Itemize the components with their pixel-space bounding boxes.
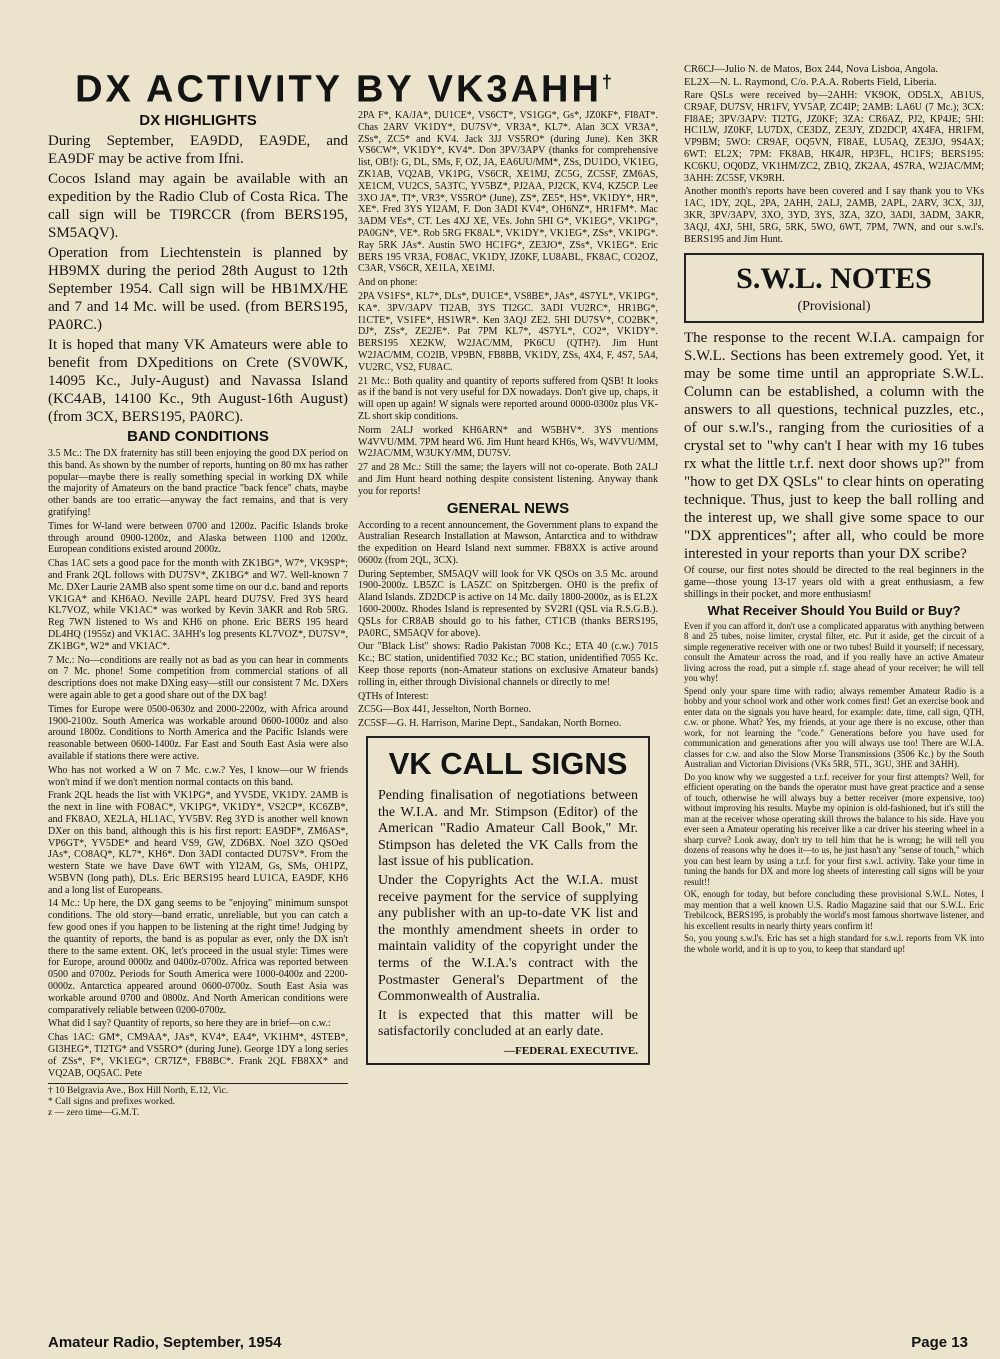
qth-address: EL2X—N. L. Raymond, C/o. P.A.A. Roberts Field, Liberia. bbox=[684, 77, 937, 88]
highlight-para: It is hoped that many VK Amateurs were able to benefit from DXpeditions on Crete (SV0WK, 14095 Kc., July-August) and Navassa Island (KC4AB, 14100 Kc., 9th August-16th August) (from 3CX, BERS195, PA0RC). bbox=[48, 337, 348, 425]
page-title: DX ACTIVITY BY VK3AHH† bbox=[75, 68, 615, 111]
footnote-zero-time: z — zero time—G.M.T. bbox=[48, 1108, 140, 1119]
report-para: 21 Mc.: Both quality and quantity of reports suffered from QSB! It looks as if the band is not very useful for DX nowadays. Don't give up, chaps, it will open up again! W signals were reported around 0000-0300z plus VK-ZL short skip conditions. bbox=[358, 375, 658, 422]
vk-signature: —FEDERAL EXECUTIVE. bbox=[504, 1044, 638, 1057]
band-para: Times for Europe were 0500-0630z and 2000-2200z, with Africa around 1900-2100z. South America was workable around 0600-1000z and also around 1800z. Conditions to North America and the Pacific Islands were reasonable between 0600-1400z. Far East and South East Asia were also available if stations there were active. bbox=[48, 703, 348, 762]
footnote-asterisk: * Call signs and prefixes worked. bbox=[48, 1097, 176, 1108]
report-para: Norm 2ALJ worked KH6ARN* and W5BHV*. 3YS mentions W4VVU/MM. 7PM heard W6. Jim Hunt heard KH6s, Ws, W4VVU/MM, W2JAC/MM, W3UKY/MM, DU7SV. bbox=[358, 424, 658, 460]
report-para: And on phone: bbox=[358, 277, 418, 289]
qsl-para: Another month's reports have been covered and I say thank you to VKs 1AC, 1DY, 2QL, 2PA, 2AHH, 2ALJ, 2AMB, 2APL, 2ARV, 3CX, 3JJ, 3KR, 3PV/3APV, 3XO, 3YD, 3YS, 3ZA, 3ZO, 3ADI, 3ADM, 3AKR, 3AQJ, 4XJ, 5HI, 5RG, 5RK, 5WO, 6WT, 7PM, 7WN, and our s.w.l's. BERS195 and Jim Hunt. bbox=[684, 186, 984, 245]
receiver-para: So, you young s.w.l's. Eric has set a high standard for s.w.l. reports from VK into the whole world, and it is up to you, to keep that standard up! bbox=[684, 933, 984, 954]
receiver-heading: What Receiver Should You Build or Buy? bbox=[707, 602, 961, 618]
swl-notes-subtitle: (Provisional) bbox=[797, 299, 871, 315]
band-para: 3.5 Mc.: The DX fraternity has still been enjoying the good DX period on this band. As shown by the number of reports, hunting on 80 mx has rather popular—maybe there is really something special in working DX while the majority of Amateurs on the band practice "back fence" chats, maybe other bands are too erratic—anyway the fact remains, and that is very gratifying! bbox=[48, 448, 348, 518]
receiver-para: Even if you can afford it, don't use a complicated apparatus with anything between 8 and 25 tubes, noise limiter, crystal filter, etc. Put it aside, get the circuit of a simple regenerative receiver with one or two tubes! Build it yourself; if necessary, consult the Amateur across the road, and if you really have an active Amateur living across the road, put a simple r.f. stage ahead of your receiver; he will tell you why! bbox=[684, 620, 984, 684]
band-para: Chas 1AC sets a good pace for the month with ZK1BG*, W7*, VK9SP*; and Frank 2QL follows with DU7SV*, ZK1BG* and W7. Well-known 7 Mc. DXer Laurie 2AMB also spent some time on our d.c. band and reports VK1GA* and KH6AO. Neville 2APL heard DU7SV. Fred 3YS heard KL7VOZ, while VK1AC* was worked by Kevin 3AKR and Rob 5RG. Reg 7WN listened to Ws and KH6 on phone. Eric BERS 195 heard DL4HQ (1955z) and VK1AC. 3AHH's log presents KL7VOZ*, DU7SV*, ZK1BG*, W2* and VK1AC*. bbox=[48, 558, 348, 652]
highlight-para: During September, EA9DD, EA9DE, and EA9DF may be active from Ifni. bbox=[48, 133, 348, 167]
band-para: Times for W-land were between 0700 and 1200z. Pacific Islands broke through around 0900-1200z, and Alaska between 1100 and 1200z. European conditions existed around 2000z. bbox=[48, 520, 348, 556]
vk-call-signs-title: VK CALL SIGNS bbox=[388, 746, 628, 782]
receiver-para: OK, enough for today, but before concluding these provisional S.W.L. Notes, I may mention that a well known U.S. Radio Magazine said that our S.W.L. Eric Trebilcock, BERS195, is probably the world's most famous shortwave listener, and his excellent results in nearly thirty years confirm it! bbox=[684, 889, 984, 931]
general-news-heading: GENERAL NEWS bbox=[446, 499, 570, 517]
vk-call-signs-box bbox=[366, 736, 650, 1065]
report-para: 2PA F*, KA/JA*, DU1CE*, VS6CT*, VS1GG*, Gs*, JZ0KF*, FI8AT*. Chas 2ARV VK1DY*, DU7SV*, VR3A*, KL7*. Alan 3CX VR3A*, ZSs*, ZC5* and KV4. Jack 3JJ VS5RO* (during June). Ken 3KR VS6CW*, VK1DY*, KV4*. Don 3PV/3APV (thanks for comprehensive list, OB!): G, DL, SMs, F, OZ, JA, EA6UU/MM*, ZSs, DU1DO, VK1EG, ZK1AB, VQ2AB, VK1PG, VS6CR, XE1MJ, ZC5G, ZC5SF, ZM6AS, XE1CM, VU2CS, 5A3TC, YV5BZ*, PJ2AA, PJ2CK, KV4, KZ5CP. Lee 3XO JA*, TI*, VR3*, VS5RO* (June), ZS*, ZE5*, HS*, VK1DY*, HR*, XE*. Fred 3YS YI2AM, F. Don 3ADI KV4*, OH6NZ*, HR1FM*. Mac 3ADM VEs*, CT. Les 4XJ XE, VEs. John 5HI G*, VK1EG*, VK1PG*, PA0GN*, VE*. Rob 5RG FK8AL*, VK1DY*, VK1EG*, ZSs*, VK1PG*. Ray 5RK JAs*. Austin 5WO HC1FG*, ZE3JO*, ZSs*, VK1EG*. Eric BERS 195 VR3A, FO8AC, VK1DY, JZ0KF, LU8ABL, FK8AC, CO2OZ, C3AR, VS6CR, XE1LA, XE1MJ. bbox=[358, 110, 658, 275]
receiver-para: Spend only your spare time with radio; always remember Amateur Radio is a hobby and your school work and other work comes first! Get an exercise book and enter data on the signals you have heard, for example: date, time, call sign, QTH, c.w. or phone. What? Yes, my friends, at your age there is no excuse, other than work, for not learning the "code." Generations before you have used for communication and generations after you will always use too! There are W.I.A. classes for c.w. and also the Slow Morse Transmissions (3506 Kc.) by the South Australian and Victorian Divisions (VKs 5RR, 5TL, 3GU, 3HE and 3AHH). bbox=[684, 685, 984, 770]
news-para: According to a recent announcement, the Government plans to expand the Australian Research Installation at Mawson, Antarctica and to withdraw the expedition on Heard Island next summer. FB8XX is active around 0600z (from 2QL, 3CX). bbox=[358, 519, 658, 566]
highlight-para: Operation from Liechtenstein is planned by HB9MX during the period 28th August to 12th September 1954. Call sign will be HB1MX/HE and 7 and 14 Mc. will be used. (from BERS195, PA0RC.) bbox=[48, 245, 348, 333]
highlight-para: Cocos Island may again be available with an expedition by the Radio Club of Costa Rica. The call sign will be TI9RCCR (from BERS195, SM5AQV). bbox=[48, 171, 348, 241]
swl-notes-box bbox=[684, 253, 984, 323]
footnotes bbox=[48, 1083, 348, 1119]
vk-para: Under the Copyrights Act the W.I.A. must receive payment for the service of supplying any publisher with an up-to-date VK list and the monthly amendment sheets in order to maintain validity of the copyright under the terms of the W.I.A.'s contract with the Postmaster General's Department of the Commonwealth of Australia. bbox=[378, 873, 638, 1005]
qsl-para: Rare QSLs were received by—2AHH: VK9OK, OD5LX, AB1US, CR9AF, DU7SV, HR1FV, YV5AP, ZC4IP; 2AMB: LA6U (7 Mc.); 3CX: FI8AE; 3PV/3APV: TI2TG, JZ0KF; 3ZA: CR6AZ, PJ2, KP4JE; 5HI: HC1LW, JZ0KF, LU7DX, CE3DZ, ZE3JY, ZD2DCP, 4X4FA, HR1FM, VP9BM; 5WO: CR9AF, OQ5VN, FI8AE, LU5AQ, ZE3JO, 9S4AX; 6WT: EL2X; 7PM: FK8AB, HK4JR, HP3FL, HC1FS; BERS195: KC6KU, OQ0DZ, VK1HM/ZC2, ZB1Q, ZK2AA, 4S7RA, W2JAC/MM; 3AHH: ZC5SF, VK9RH. bbox=[684, 90, 984, 184]
band-conditions-heading: BAND CONDITIONS bbox=[127, 428, 269, 445]
band-para: Frank 2QL heads the list with VK1PG*, and YV5DE, VK1DY. 2AMB is the next in line with FO8AC*, VK1PG*, VK1DY*, VS2CP*, KC6ZB*, and FK8AO, XE2LA, HL1AC, YV5BV. Reg 3YD is another well known DXer on this band, although this is his first report: EA9DF*, ZM6AS*, VP6GT*, YV5DE* and heard VS9, GW, ZD6BX. Noel 3ZO QSOed JAs*, CO8AQ*, KL7*, KH6*. Don 3ADI contacted DU7SV*. From the western State we have Dave 6WT with YI2AM, Gs, SMs, OH1PZ, W5BVN (long path), DLs. Eric BERS195 heard LU1CA, EA9DF, KH6 and a long list of Europeans. bbox=[48, 790, 348, 896]
swl-para: Of course, our first notes should be directed to the real beginners in the game—those young 13-17 years old with a great enthusiasm, a few shillings in their pocket, and more enthusiasm! bbox=[684, 565, 984, 600]
column-1 bbox=[48, 110, 348, 1330]
qth-line: ZC5SF—G. H. Harrison, Marine Dept., Sandakan, North Borneo. bbox=[358, 718, 622, 730]
vk-para: It is expected that this matter will be satisfactorily concluded at an early date. bbox=[378, 1007, 638, 1040]
band-para: 7 Mc.: No—conditions are really not as bad as you can hear in comments on 7 Mc. phone! Some competition from commercial stations of all descriptions does not make DXing easy—still our consistent 7 Mc. DXers were again able to get a good share out of the DX bag! bbox=[48, 654, 348, 701]
report-para: 27 and 28 Mc.: Still the same; the layers will not co-operate. Both 2ALJ and Jim Hunt heard nothing despite consistent listening. Anyway thank you for reports! bbox=[358, 462, 658, 497]
swl-notes-title: S.W.L. NOTES bbox=[736, 262, 932, 296]
band-para: 14 Mc.: Up here, the DX gang seems to be "enjoying" minimum sunspot conditions. The old story—band erratic, unreliable, but you can catch a few good ones if you happen to be listening at the right time! Judging by the quantity of reports, the band is as popular as ever, only the DX isn't there to the same extent. OK, let's proceed in the usual style: Times were for Europe, around 0000z and 0400z-0700z. Africa was reported between 0500 and 0700z. Periods for South America were 1000-0400z and 2200-0000z. Antarctica appeared around 0600-0700z. South East Asia was workable around 0700 and 0800z. And North American conditions were comparatively reliable between 0200-0700z. bbox=[48, 898, 348, 1016]
vk-para: Pending finalisation of negotiations between the W.I.A. and Mr. Stimpson (Editor) of the American "Radio Amateur Call Book," Mr. Stimpson has deleted the VK Calls from the last issue of his publication. bbox=[378, 788, 638, 870]
footer-page-number: Page 13 bbox=[911, 1334, 968, 1351]
dx-highlights-heading: DX HIGHLIGHTS bbox=[139, 112, 257, 129]
band-para: What did I say? Quantity of reports, so here they are in brief—on c.w.: bbox=[48, 1018, 331, 1030]
footer-publication: Amateur Radio, September, 1954 bbox=[48, 1334, 282, 1351]
swl-intro-para: The response to the recent W.I.A. campaign for S.W.L. Sections has been extremely good. Yet, it may be some time until an appropriate S.W.L. Column can be established, a column with the answers to all questions, technical puzzles, etc., of our s.w.l's., ranging from the curiosities of a crystal set to "why can't I hear with my 16 tubes rx what the little t.r.f. next door shows up?" from "how to get DX QSLs" to clear hints on operating technique. Thus, just to keep the ball rolling and the interest up, we shall give some space to our "DX apprentices"; after all, who could be more interested in your reports than your DX scribe? bbox=[684, 330, 984, 563]
qth-address: CR6CJ—Julio N. de Matos, Box 244, Nova Lisboa, Angola. bbox=[684, 64, 939, 75]
column-3 bbox=[684, 64, 984, 1334]
band-para: Who has not worked a W on 7 Mc. c.w.? Yes, I know—our W friends won't mind if we don't mention normal contacts on this band. bbox=[48, 764, 348, 788]
report-para: 2PA VS1FS*, KL7*, DLs*, DU1CE*, VS8BE*, JAs*, 4S7YL*, VK1PG*, KA*. 3PV/3APV TI2AB, 3YS TI2GC. 3ADI VU2RC*, HR1BG*, I1CTE*, VS1FE*, HS1WR*. Ken 3AQJ ZE2. 5HI DU7SV*, CO2BK*, DJ*, ZSs*, ZE2JE*. Pat 7PM KL7*, 4S7YL*, CO2*, VK1DY*. BERS195 XE2KW, W2JAC/MM, PK6CU (QTH?). Jim Hunt W2JAC/MM, CO2IB, VP9BN, FB8BB, VK1DY, ZSs, 4X4, F, 4S7, 5A4, VU2RC, VS2, FU8AC. bbox=[358, 290, 658, 373]
footnote-address: † 10 Belgravia Ave., Box Hill North, E.12, Vic. bbox=[48, 1086, 229, 1097]
column-2 bbox=[358, 110, 658, 1330]
title-footnote-mark: † bbox=[601, 72, 615, 92]
receiver-para: Do you know why we suggested a t.r.f. receiver for your first attempts? Well, for efficient operating on the bands the operator must have great practice and a sense of touch, otherwise he will always buy a better receiver (more expensive, too) without improving his results. Maybe my opinion is old-fashioned, but it's still the man at the receiver whose operating skill throws the balance to his side. Have you ever seen a Amateur operating his receiver like a car driver his steering wheel in a sharp curve? Look away, don't try to tell him that he is wrong; he will tell you dozens of reasons why he does it—to us, he just hasn't any "sense of touch," which you can best learn by using a t.r.f. for your first s.w.l. activity. Take your time in tuning the bands for DX and more log sheets of interesting call signs will be your result!! bbox=[684, 771, 984, 887]
news-para: Our "Black List" shows: Radio Pakistan 7008 Kc.; ETA 40 (c.w.) 7015 Kc.; BC station, unidentified 7032 Kc.; BC station, unidentified 7055 Kc. Keep those reports (non-Amateur stations on exclusive Amateur bands) rolling in, either through Divisional channels or directly to me! bbox=[358, 641, 658, 688]
qth-line: ZC5G—Box 441, Jesselton, North Borneo. bbox=[358, 704, 532, 716]
news-para: During September, SM5AQV will look for VK QSOs on 3.5 Mc. around 1900-2000z. LB5ZC is LA5ZC on Spitzbergen. OH0 is the prefix of Aland Islands. ZD2DCP is active on 14 Mc. daily 1800-2000z, as is EL2X 1600-2000z. Rhodes Island is represented by SV2RI (QSL via R.S.G.B.). QSLs for CR8AB should go to his father, CT1CB (thanks BERS195, PA0RC, SM5AQV for above). bbox=[358, 568, 658, 639]
news-para: QTHs of Interest: bbox=[358, 690, 429, 702]
band-para: Chas 1AC: GM*, CM9AA*, JAs*, KV4*, EA4*, VK1HM*, 4STEB*, GI3HEG*, TI2TG* and VS5RO* (during June). George 1DY a long series of ZSs*, F*, VK1EG*, CR7IZ*, FB8BC*. Frank 2QL FB8XX* and VQ2AB, OQ5AC. Pete bbox=[48, 1032, 348, 1079]
